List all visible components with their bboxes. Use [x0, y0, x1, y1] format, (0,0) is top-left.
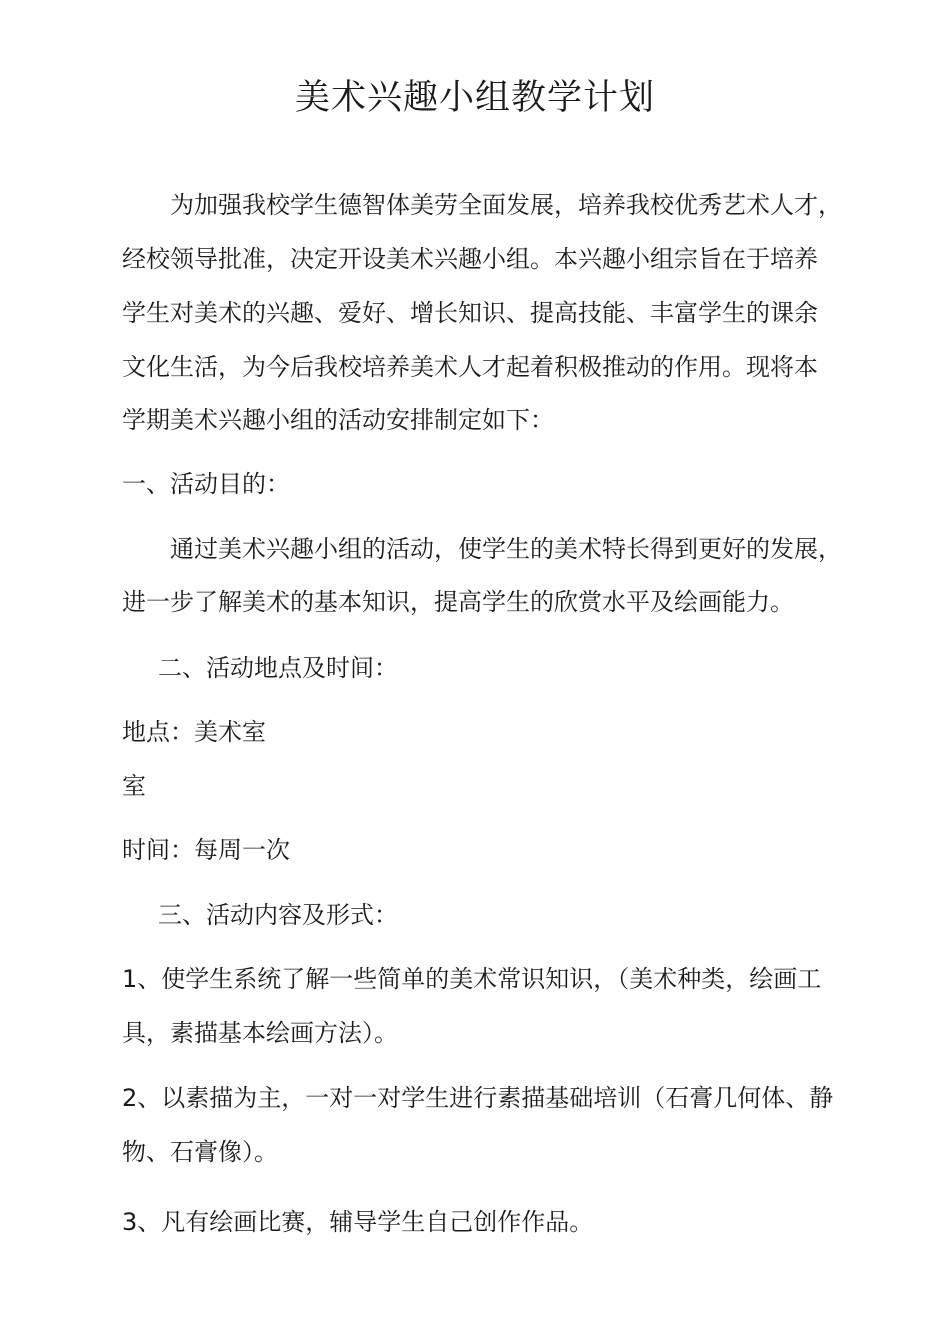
section-3-heading: 三、活动内容及形式：	[158, 901, 398, 929]
content-item-1-line-2: 具，素描基本绘画方法）。	[122, 1019, 398, 1047]
intro-line-2: 经校领导批准，决定开设美术兴趣小组。本兴趣小组宗旨在于培养	[122, 245, 818, 273]
content-item-3-text: 、凡有绘画比赛，辅导学生自己创作作品。	[137, 1208, 594, 1236]
section-1-line-1: 通过美术兴趣小组的活动，使学生的美术特长得到更好的发展，	[170, 535, 842, 563]
intro-line-4: 文化生活，为今后我校培养美术人才起着积极推动的作用。现将本	[122, 353, 818, 381]
content-item-2-line-2: 物、石膏像）。	[122, 1138, 278, 1166]
intro-line-3: 学生对美术的兴趣、爱好、增长知识、提高技能、丰富学生的课余	[122, 299, 818, 327]
content-item-1-line-1	[122, 962, 821, 996]
content-item-2-number: 2	[122, 1084, 138, 1112]
location-overflow-text: 室	[122, 772, 146, 800]
section-2-heading: 二、活动地点及时间：	[158, 654, 398, 682]
intro-line-5: 学期美术兴趣小组的活动安排制定如下：	[122, 406, 554, 434]
section-1-heading: 一、活动目的：	[122, 470, 290, 498]
content-item-1-text: 、使学生系统了解一些简单的美术常识知识，（美术种类，绘画工	[137, 965, 822, 993]
time-text: 时间：每周一次	[122, 836, 290, 864]
content-item-3-line-1	[122, 1205, 593, 1239]
content-item-2-text: 、以素描为主，一对一对学生进行素描基础培训（石膏几何体、静	[137, 1084, 834, 1112]
intro-line-1: 为加强我校学生德智体美劳全面发展，培养我校优秀艺术人才，	[170, 191, 842, 219]
content-item-2-line-1	[122, 1081, 833, 1115]
section-1-line-2: 进一步了解美术的基本知识，提高学生的欣赏水平及绘画能力。	[122, 588, 794, 616]
content-item-1-number: 1	[122, 965, 138, 993]
content-item-3-number: 3	[122, 1208, 138, 1236]
document-title: 美术兴趣小组教学计划	[294, 78, 655, 118]
location-text: 地点：美术室	[122, 718, 266, 746]
